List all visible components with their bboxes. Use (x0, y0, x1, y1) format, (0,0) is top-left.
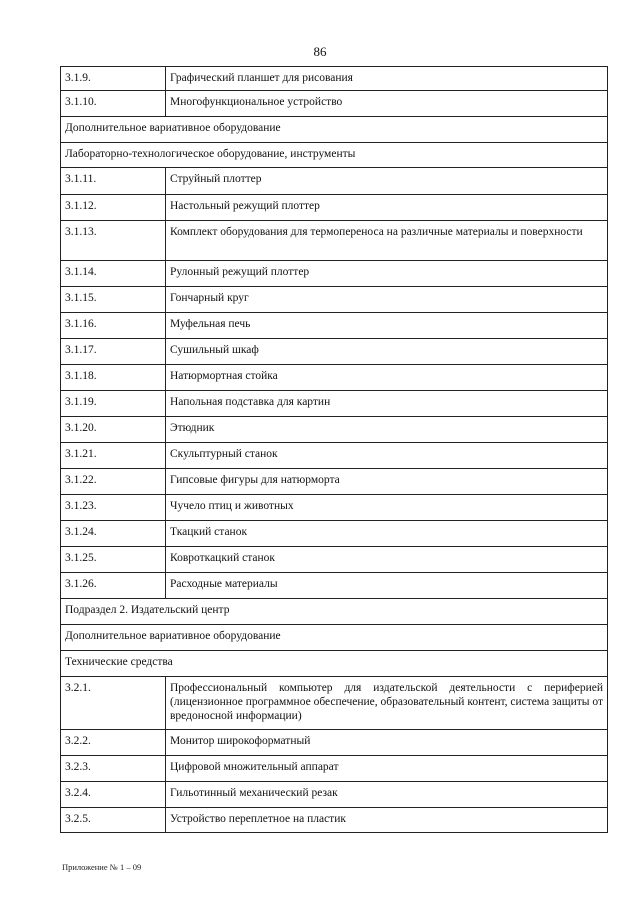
section-row (61, 599, 608, 625)
table-row (61, 782, 608, 808)
item-number: 3.1.13. (61, 221, 166, 261)
item-name: Муфельная печь (166, 313, 608, 339)
table-row (61, 443, 608, 469)
item-number: 3.1.25. (61, 547, 166, 573)
table-row (61, 730, 608, 756)
item-name: Натюрмортная стойка (166, 365, 608, 391)
section-row (61, 651, 608, 677)
item-number: 3.2.4. (61, 782, 166, 808)
equipment-table-body (61, 67, 608, 833)
table-row (61, 756, 608, 782)
item-number: 3.1.10. (61, 91, 166, 117)
item-name: Струйный плоттер (166, 168, 608, 195)
item-number: 3.1.20. (61, 417, 166, 443)
item-name: Комплект оборудования для термопереноса на различные материалы и поверхности (166, 221, 608, 261)
item-name: Сушильный шкаф (166, 339, 608, 365)
item-name: Скульптурный станок (166, 443, 608, 469)
item-number: 3.1.16. (61, 313, 166, 339)
item-number: 3.1.15. (61, 287, 166, 313)
item-name: Монитор широкоформатный (166, 730, 608, 756)
section-heading: Дополнительное вариативное оборудование (61, 117, 608, 143)
item-number: 3.1.14. (61, 261, 166, 287)
item-name: Гончарный круг (166, 287, 608, 313)
item-number: 3.1.12. (61, 195, 166, 221)
table-row (61, 547, 608, 573)
table-row (61, 313, 608, 339)
item-number: 3.1.21. (61, 443, 166, 469)
item-name: Ткацкий станок (166, 521, 608, 547)
item-number: 3.1.26. (61, 573, 166, 599)
item-number: 3.1.17. (61, 339, 166, 365)
equipment-table (60, 66, 608, 833)
item-name: Ковроткацкий станок (166, 547, 608, 573)
item-number: 3.2.1. (61, 677, 166, 730)
table-row (61, 573, 608, 599)
item-name: Напольная подставка для картин (166, 391, 608, 417)
table-row (61, 168, 608, 195)
table-row (61, 391, 608, 417)
item-name: Настольный режущий плоттер (166, 195, 608, 221)
section-heading: Дополнительное вариативное оборудование (61, 625, 608, 651)
item-name: Гипсовые фигуры для натюрморта (166, 469, 608, 495)
table-row (61, 261, 608, 287)
table-row (61, 495, 608, 521)
item-number: 3.2.2. (61, 730, 166, 756)
page-number: 86 (313, 44, 327, 59)
table-row (61, 221, 608, 261)
table-row (61, 195, 608, 221)
section-heading: Технические средства (61, 651, 608, 677)
item-number: 3.1.19. (61, 391, 166, 417)
table-row (61, 287, 608, 313)
table-row (61, 469, 608, 495)
table-row (61, 91, 608, 117)
item-name: Рулонный режущий плоттер (166, 261, 608, 287)
item-name: Этюдник (166, 417, 608, 443)
item-name: Чучело птиц и животных (166, 495, 608, 521)
item-name: Графический планшет для рисования (166, 67, 608, 91)
section-heading: Подраздел 2. Издательский центр (61, 599, 608, 625)
section-row (61, 117, 608, 143)
table-row (61, 365, 608, 391)
table-row (61, 677, 608, 730)
item-number: 3.1.23. (61, 495, 166, 521)
item-name: Расходные материалы (166, 573, 608, 599)
section-row (61, 625, 608, 651)
item-number: 3.2.5. (61, 808, 166, 833)
item-name: Гильотинный механический резак (166, 782, 608, 808)
item-number: 3.1.24. (61, 521, 166, 547)
table-row (61, 521, 608, 547)
table-row (61, 67, 608, 91)
item-number: 3.2.3. (61, 756, 166, 782)
section-heading: Лабораторно-технологическое оборудование, инструменты (61, 143, 608, 168)
item-name: Профессиональный компьютер для издательской деятельности с периферией (лицензионное программное обеспечение, образовательный контент, система защиты от вредоносной информации) (166, 677, 608, 730)
item-number: 3.1.9. (61, 67, 166, 91)
table-row (61, 339, 608, 365)
item-name: Цифровой множительный аппарат (166, 756, 608, 782)
table-row (61, 417, 608, 443)
item-number: 3.1.18. (61, 365, 166, 391)
table-row (61, 808, 608, 833)
item-name: Многофункциональное устройство (166, 91, 608, 117)
footer-note: Приложение № 1 – 09 (62, 862, 142, 872)
item-number: 3.1.22. (61, 469, 166, 495)
item-name: Устройство переплетное на пластик (166, 808, 608, 833)
item-number: 3.1.11. (61, 168, 166, 195)
section-row (61, 143, 608, 168)
